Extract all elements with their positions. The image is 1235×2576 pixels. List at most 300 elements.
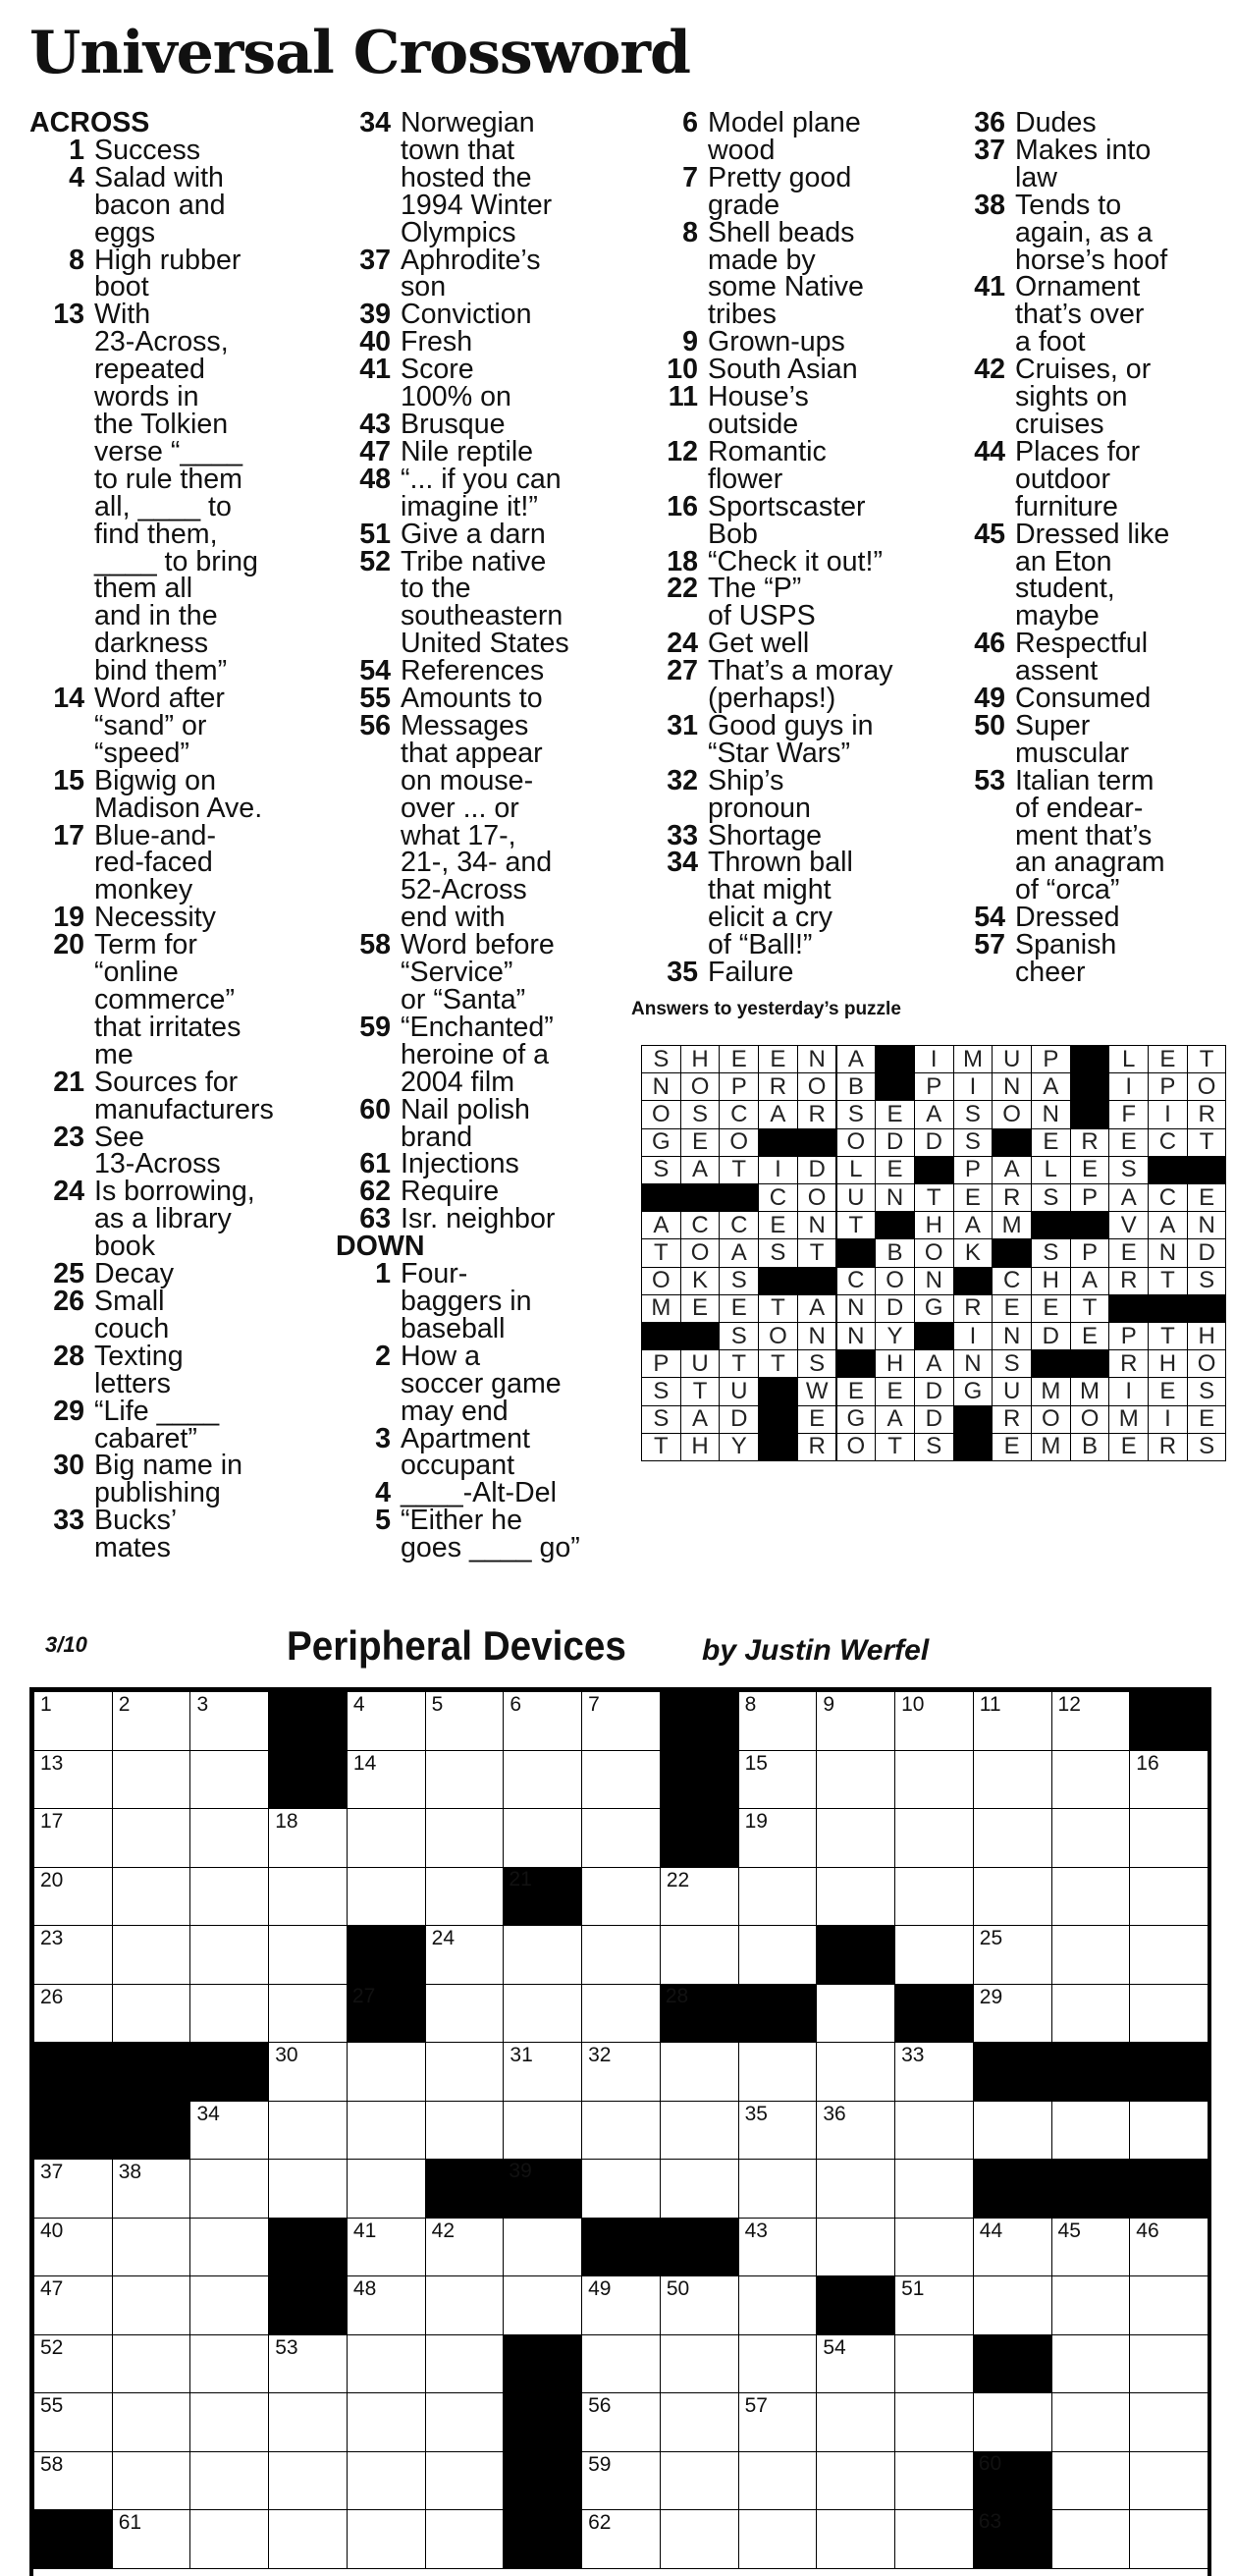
grid-cell[interactable] — [581, 1691, 661, 1751]
grid-cell[interactable] — [1051, 1691, 1131, 1751]
clue-line: Ship’s — [708, 764, 784, 796]
grid-cell[interactable] — [33, 1691, 113, 1751]
grid-cell[interactable] — [112, 2392, 191, 2452]
grid-cell[interactable] — [738, 2509, 818, 2569]
grid-cell[interactable] — [894, 2218, 974, 2277]
grid-cell[interactable] — [189, 2275, 269, 2335]
grid-cell[interactable] — [112, 1808, 191, 1868]
clue-text — [1015, 107, 1230, 138]
clue-line: law — [1015, 161, 1057, 193]
answer-cell: S — [836, 1100, 877, 1128]
answer-cell: I — [1108, 1072, 1149, 1101]
grid-cell[interactable] — [33, 2275, 113, 2335]
clue-number: 33 — [667, 819, 698, 851]
grid-cell[interactable] — [894, 2509, 974, 2569]
grid-cell[interactable] — [660, 1867, 739, 1927]
grid-cell[interactable] — [347, 1867, 426, 1927]
grid-block — [112, 2042, 191, 2102]
grid-cell[interactable] — [1129, 2392, 1208, 2452]
grid-cell[interactable] — [112, 2334, 191, 2394]
grid-cell[interactable] — [112, 1867, 191, 1927]
clue-text — [94, 1178, 324, 1261]
clue-line: Necessity — [94, 902, 216, 934]
grid-cell[interactable] — [973, 2392, 1052, 2452]
grid-cell[interactable] — [738, 2275, 818, 2335]
grid-cell[interactable] — [973, 1925, 1052, 1985]
grid-cell[interactable] — [268, 1808, 348, 1868]
grid-cell[interactable] — [112, 1984, 191, 2044]
grid-block — [973, 2159, 1052, 2219]
clue-item — [29, 301, 324, 685]
clue-item — [29, 819, 324, 906]
grid-cell[interactable] — [738, 1691, 818, 1751]
clue-text — [401, 107, 635, 248]
answer-cell: S — [1187, 1267, 1227, 1295]
answer-cell: S — [719, 1322, 759, 1350]
answer-block — [1070, 1349, 1110, 1378]
grid-cell[interactable] — [816, 1691, 895, 1751]
clue-line: words in — [94, 381, 199, 413]
clue-number: 4 — [69, 161, 84, 193]
grid-cell[interactable] — [581, 2392, 661, 2452]
grid-cell[interactable] — [189, 1750, 269, 1810]
grid-cell[interactable] — [894, 2451, 974, 2511]
grid-cell[interactable] — [894, 1925, 974, 1985]
grid-cell[interactable] — [189, 2101, 269, 2161]
grid-cell[interactable] — [503, 1750, 582, 1810]
cell-number: 5 — [431, 1693, 444, 1716]
grid-cell[interactable] — [112, 2218, 191, 2277]
grid-cell[interactable] — [816, 2101, 895, 2161]
grid-cell[interactable] — [973, 1984, 1052, 2044]
clue-number: 31 — [667, 709, 698, 741]
cell-number: 47 — [40, 2277, 64, 2300]
grid-cell[interactable] — [425, 2451, 505, 2511]
grid-block — [503, 2159, 582, 2219]
grid-cell[interactable] — [894, 1691, 974, 1751]
grid-cell[interactable] — [894, 1867, 974, 1927]
grid-cell[interactable] — [112, 2159, 191, 2219]
grid-cell[interactable] — [268, 2509, 348, 2569]
answer-cell: H — [875, 1349, 915, 1378]
grid-cell[interactable] — [973, 2218, 1052, 2277]
grid-cell[interactable] — [581, 2275, 661, 2335]
grid-cell[interactable] — [425, 1808, 505, 1868]
clue-number: 28 — [53, 1340, 84, 1372]
grid-cell[interactable] — [973, 1750, 1052, 1810]
clue-line: “Star Wars” — [708, 737, 851, 769]
grid-cell[interactable] — [33, 1808, 113, 1868]
clue-number: 46 — [974, 628, 1005, 660]
clue-line: ____-Alt-Del — [401, 1477, 557, 1509]
grid-cell[interactable] — [738, 2101, 818, 2161]
grid-cell[interactable] — [660, 2334, 739, 2394]
grid-cell[interactable] — [1051, 1808, 1131, 1868]
grid-cell[interactable] — [816, 2218, 895, 2277]
grid-cell[interactable] — [33, 2159, 113, 2219]
answer-block — [875, 1072, 915, 1101]
grid-cell[interactable] — [894, 1808, 974, 1868]
answer-cell: O — [758, 1322, 798, 1350]
grid-cell[interactable] — [894, 2275, 974, 2335]
grid-cell[interactable] — [347, 2509, 426, 2569]
clue-line: over ... or — [401, 792, 519, 824]
grid-cell[interactable] — [1129, 1925, 1208, 1985]
answer-cell: H — [1187, 1322, 1227, 1350]
grid-cell[interactable] — [1051, 2451, 1131, 2511]
clue-line: Require — [401, 1176, 500, 1208]
clue-line: an anagram — [1015, 847, 1165, 879]
grid-cell[interactable] — [425, 2275, 505, 2335]
grid-cell[interactable] — [581, 2159, 661, 2219]
cell-number: 30 — [275, 2044, 298, 2066]
grid-cell[interactable] — [189, 2451, 269, 2511]
grid-cell[interactable] — [894, 1750, 974, 1810]
grid-cell[interactable] — [33, 1984, 113, 2044]
answer-cell: S — [680, 1100, 721, 1128]
grid-cell[interactable] — [1129, 2218, 1208, 2277]
grid-cell[interactable] — [425, 2334, 505, 2394]
clue-item — [336, 463, 635, 522]
clue-line: Get well — [708, 628, 810, 660]
grid-cell[interactable] — [268, 1925, 348, 1985]
grid-cell[interactable] — [738, 2159, 818, 2219]
clue-text — [708, 326, 938, 358]
clue-item — [336, 1507, 635, 1562]
grid-cell[interactable] — [268, 2101, 348, 2161]
answer-block — [1070, 1100, 1110, 1128]
grid-cell[interactable] — [425, 2042, 505, 2102]
grid-cell[interactable] — [268, 2042, 348, 2102]
cell-number: 26 — [40, 1985, 64, 2008]
clue-line: Tribe native — [401, 545, 547, 577]
grid-cell[interactable] — [425, 1867, 505, 1927]
clue-line: repeated — [94, 354, 205, 386]
grid-cell[interactable] — [816, 2451, 895, 2511]
answer-cell: P — [641, 1349, 681, 1378]
answer-cell: O — [836, 1433, 877, 1461]
answer-cell: M — [992, 1211, 1032, 1239]
grid-cell[interactable] — [660, 2042, 739, 2102]
grid-cell[interactable] — [738, 1925, 818, 1985]
clue-line: Respectful — [1015, 628, 1149, 660]
grid-cell[interactable] — [1129, 2451, 1208, 2511]
grid-cell[interactable] — [112, 1691, 191, 1751]
grid-cell[interactable] — [738, 2042, 818, 2102]
grid-cell[interactable] — [347, 2159, 426, 2219]
answer-cell: S — [953, 1100, 993, 1128]
answer-cell: A — [1148, 1211, 1188, 1239]
grid-cell[interactable] — [816, 2159, 895, 2219]
answer-cell: H — [914, 1211, 954, 1239]
grid-cell[interactable] — [347, 2334, 426, 2394]
grid-cell[interactable] — [660, 1925, 739, 1985]
grid-cell[interactable] — [660, 2509, 739, 2569]
grid-cell[interactable] — [1051, 2509, 1131, 2569]
grid-cell[interactable] — [1129, 2101, 1208, 2161]
grid-cell[interactable] — [189, 1984, 269, 2044]
grid-cell[interactable] — [268, 2392, 348, 2452]
grid-cell[interactable] — [816, 1808, 895, 1868]
clue-number: 4 — [375, 1477, 391, 1509]
grid-cell[interactable] — [189, 2509, 269, 2569]
grid-cell[interactable] — [503, 2218, 582, 2277]
grid-cell[interactable] — [1051, 2275, 1131, 2335]
grid-cell[interactable] — [1051, 2218, 1131, 2277]
clue-number: 8 — [682, 216, 698, 248]
grid-cell[interactable] — [738, 1808, 818, 1868]
grid-cell[interactable] — [347, 2275, 426, 2335]
grid-cell[interactable] — [816, 1984, 895, 2044]
clue-line: goes ____ go” — [401, 1532, 580, 1564]
grid-cell[interactable] — [1129, 1750, 1208, 1810]
clue-line: on mouse- — [401, 764, 534, 796]
grid-cell[interactable] — [112, 2509, 191, 2569]
clue-text — [401, 709, 635, 934]
grid-cell[interactable] — [503, 1984, 582, 2044]
grid-block — [738, 1984, 818, 2044]
grid-cell[interactable] — [894, 2159, 974, 2219]
answer-cell: M — [953, 1045, 993, 1073]
grid-cell[interactable] — [189, 2392, 269, 2452]
clue-number: 12 — [667, 435, 698, 467]
clue-text — [94, 134, 324, 166]
clue-item — [29, 764, 324, 824]
answer-cell: E — [992, 1294, 1032, 1323]
clue-line: heroine of a — [401, 1038, 550, 1070]
grid-cell[interactable] — [581, 2042, 661, 2102]
clue-line: to rule them — [94, 463, 242, 495]
grid-cell[interactable] — [33, 2218, 113, 2277]
grid-cell[interactable] — [503, 2275, 582, 2335]
clue-column-2 — [336, 107, 635, 1564]
clue-number: 34 — [667, 847, 698, 879]
grid-cell[interactable] — [425, 2218, 505, 2277]
grid-cell[interactable] — [112, 1925, 191, 1985]
grid-cell[interactable] — [189, 1925, 269, 1985]
clue-number: 35 — [667, 957, 698, 989]
grid-cell[interactable] — [268, 1867, 348, 1927]
grid-cell[interactable] — [33, 2451, 113, 2511]
grid-cell[interactable] — [347, 2101, 426, 2161]
grid-cell[interactable] — [816, 1867, 895, 1927]
grid-cell[interactable] — [660, 2159, 739, 2219]
clue-item — [950, 271, 1230, 358]
grid-cell[interactable] — [268, 2451, 348, 2511]
grid-cell[interactable] — [1051, 1925, 1131, 1985]
grid-cell[interactable] — [1051, 1984, 1131, 2044]
grid-cell[interactable] — [738, 2218, 818, 2277]
grid-cell[interactable] — [347, 2042, 426, 2102]
grid-cell[interactable] — [581, 2451, 661, 2511]
grid-cell[interactable] — [581, 2334, 661, 2394]
grid-cell[interactable] — [738, 2392, 818, 2452]
answer-cell: E — [1108, 1433, 1149, 1461]
grid-cell[interactable] — [1129, 1984, 1208, 2044]
grid-cell[interactable] — [1051, 1750, 1131, 1810]
grid-cell[interactable] — [660, 2275, 739, 2335]
grid-cell[interactable] — [738, 2334, 818, 2394]
grid-cell[interactable] — [816, 2334, 895, 2394]
clue-item — [336, 685, 635, 713]
grid-cell[interactable] — [503, 1691, 582, 1751]
grid-cell[interactable] — [33, 2392, 113, 2452]
clue-item — [336, 1148, 635, 1180]
grid-cell[interactable] — [973, 1867, 1052, 1927]
grid-cell[interactable] — [738, 2451, 818, 2511]
answer-block — [1031, 1349, 1071, 1378]
grid-cell[interactable] — [581, 1808, 661, 1868]
grid-cell[interactable] — [347, 2218, 426, 2277]
grid-cell[interactable] — [425, 2101, 505, 2161]
answer-cell: C — [719, 1211, 759, 1239]
answer-cell: O — [680, 1072, 721, 1101]
grid-cell[interactable] — [1051, 2392, 1131, 2452]
grid-cell[interactable] — [660, 2392, 739, 2452]
grid-cell[interactable] — [347, 1691, 426, 1751]
grid-cell[interactable] — [660, 2101, 739, 2161]
grid-cell[interactable] — [816, 1750, 895, 1810]
grid-cell[interactable] — [581, 1750, 661, 1810]
grid-cell[interactable] — [503, 2042, 582, 2102]
clue-line: tribes — [708, 299, 777, 331]
answer-cell: S — [641, 1045, 681, 1073]
clue-line: Is borrowing, — [94, 1176, 255, 1208]
clue-line: what 17-, — [401, 819, 516, 851]
grid-cell[interactable] — [738, 1867, 818, 1927]
grid-cell[interactable] — [1129, 2275, 1208, 2335]
cell-number: 55 — [40, 2394, 64, 2417]
answer-cell: T — [680, 1377, 721, 1405]
clue-text — [94, 1066, 324, 1125]
grid-cell[interactable] — [581, 1984, 661, 2044]
grid-cell[interactable] — [894, 2101, 974, 2161]
clue-column-3 — [643, 107, 938, 989]
clue-line: all, ____ to — [94, 490, 232, 522]
grid-cell[interactable] — [503, 1925, 582, 1985]
clue-line: Good guys in — [708, 709, 874, 741]
grid-cell[interactable] — [268, 2159, 348, 2219]
answer-cell: P — [1148, 1072, 1188, 1101]
grid-cell[interactable] — [581, 2509, 661, 2569]
grid-cell[interactable] — [425, 2392, 505, 2452]
grid-cell[interactable] — [347, 1808, 426, 1868]
grid-cell[interactable] — [268, 1984, 348, 2044]
grid-cell[interactable] — [33, 2334, 113, 2394]
grid-cell[interactable] — [425, 1925, 505, 1985]
grid-block — [973, 2451, 1052, 2511]
grid-cell[interactable] — [503, 2101, 582, 2161]
grid-cell[interactable] — [1129, 2509, 1208, 2569]
answer-cell: D — [797, 1156, 837, 1184]
grid-cell[interactable] — [112, 2275, 191, 2335]
grid-cell[interactable] — [347, 1750, 426, 1810]
grid-cell[interactable] — [894, 2392, 974, 2452]
clue-number: 17 — [53, 819, 84, 851]
grid-cell[interactable] — [816, 2042, 895, 2102]
clue-item — [643, 709, 938, 769]
answer-cell: R — [1187, 1100, 1227, 1128]
answer-cell: K — [953, 1238, 993, 1267]
grid-cell[interactable] — [1129, 1808, 1208, 1868]
clue-line: Places for — [1015, 435, 1141, 467]
grid-cell[interactable] — [894, 2042, 974, 2102]
clue-number: 41 — [974, 271, 1005, 303]
grid-block — [503, 2451, 582, 2511]
grid-cell[interactable] — [268, 2334, 348, 2394]
grid-cell[interactable] — [1129, 2334, 1208, 2394]
grid-cell[interactable] — [347, 2451, 426, 2511]
grid-cell[interactable] — [894, 2334, 974, 2394]
clue-line: Injections — [401, 1148, 519, 1180]
grid-cell[interactable] — [973, 1808, 1052, 1868]
grid-cell[interactable] — [816, 2392, 895, 2452]
grid-cell[interactable] — [581, 1867, 661, 1927]
grid-cell[interactable] — [1051, 1867, 1131, 1927]
grid-cell[interactable] — [189, 1808, 269, 1868]
grid-cell[interactable] — [33, 1867, 113, 1927]
grid-cell[interactable] — [503, 1808, 582, 1868]
grid-cell[interactable] — [189, 1691, 269, 1751]
clue-line: Word after — [94, 683, 225, 715]
grid-cell[interactable] — [425, 1750, 505, 1810]
grid-cell[interactable] — [973, 1691, 1052, 1751]
grid-cell[interactable] — [1051, 2101, 1131, 2161]
clue-item — [29, 1121, 324, 1180]
answer-block — [914, 1322, 954, 1350]
grid-cell[interactable] — [425, 1984, 505, 2044]
clue-line: Grown-ups — [708, 326, 845, 358]
grid-cell[interactable] — [1051, 2334, 1131, 2394]
answer-cell: M — [1108, 1405, 1149, 1434]
grid-cell[interactable] — [33, 1925, 113, 1985]
answer-cell: N — [797, 1322, 837, 1350]
grid-cell[interactable] — [112, 1750, 191, 1810]
grid-cell[interactable] — [738, 1750, 818, 1810]
grid-cell[interactable] — [189, 1867, 269, 1927]
grid-cell[interactable] — [112, 2451, 191, 2511]
clue-item — [643, 959, 938, 987]
clue-line: that might — [708, 874, 832, 906]
cell-number: 24 — [431, 1927, 456, 1949]
grid-cell[interactable] — [189, 2159, 269, 2219]
answer-cell: A — [914, 1349, 954, 1378]
cell-number: 6 — [510, 1693, 522, 1716]
grid-cell[interactable] — [189, 2218, 269, 2277]
answer-cell: O — [719, 1128, 759, 1157]
answer-cell: B — [1070, 1433, 1110, 1461]
grid-cell[interactable] — [425, 1691, 505, 1751]
grid-cell[interactable] — [425, 2509, 505, 2569]
grid-cell[interactable] — [347, 2392, 426, 2452]
grid-cell[interactable] — [581, 2101, 661, 2161]
grid-cell[interactable] — [660, 2451, 739, 2511]
cell-number: 8 — [744, 1693, 757, 1716]
grid-cell[interactable] — [189, 2334, 269, 2394]
clue-number: 37 — [974, 134, 1005, 166]
clue-number: 26 — [53, 1285, 84, 1317]
clue-number: 57 — [974, 929, 1005, 961]
grid-cell[interactable] — [816, 2509, 895, 2569]
answer-cell: L — [836, 1156, 877, 1184]
grid-cell[interactable] — [581, 1925, 661, 1985]
grid-cell[interactable] — [973, 2275, 1052, 2335]
cell-number: 38 — [118, 2161, 142, 2183]
grid-cell[interactable] — [973, 2101, 1052, 2161]
grid-cell[interactable] — [1129, 1867, 1208, 1927]
answer-cell: N — [797, 1211, 837, 1239]
grid-cell[interactable] — [33, 1750, 113, 1810]
